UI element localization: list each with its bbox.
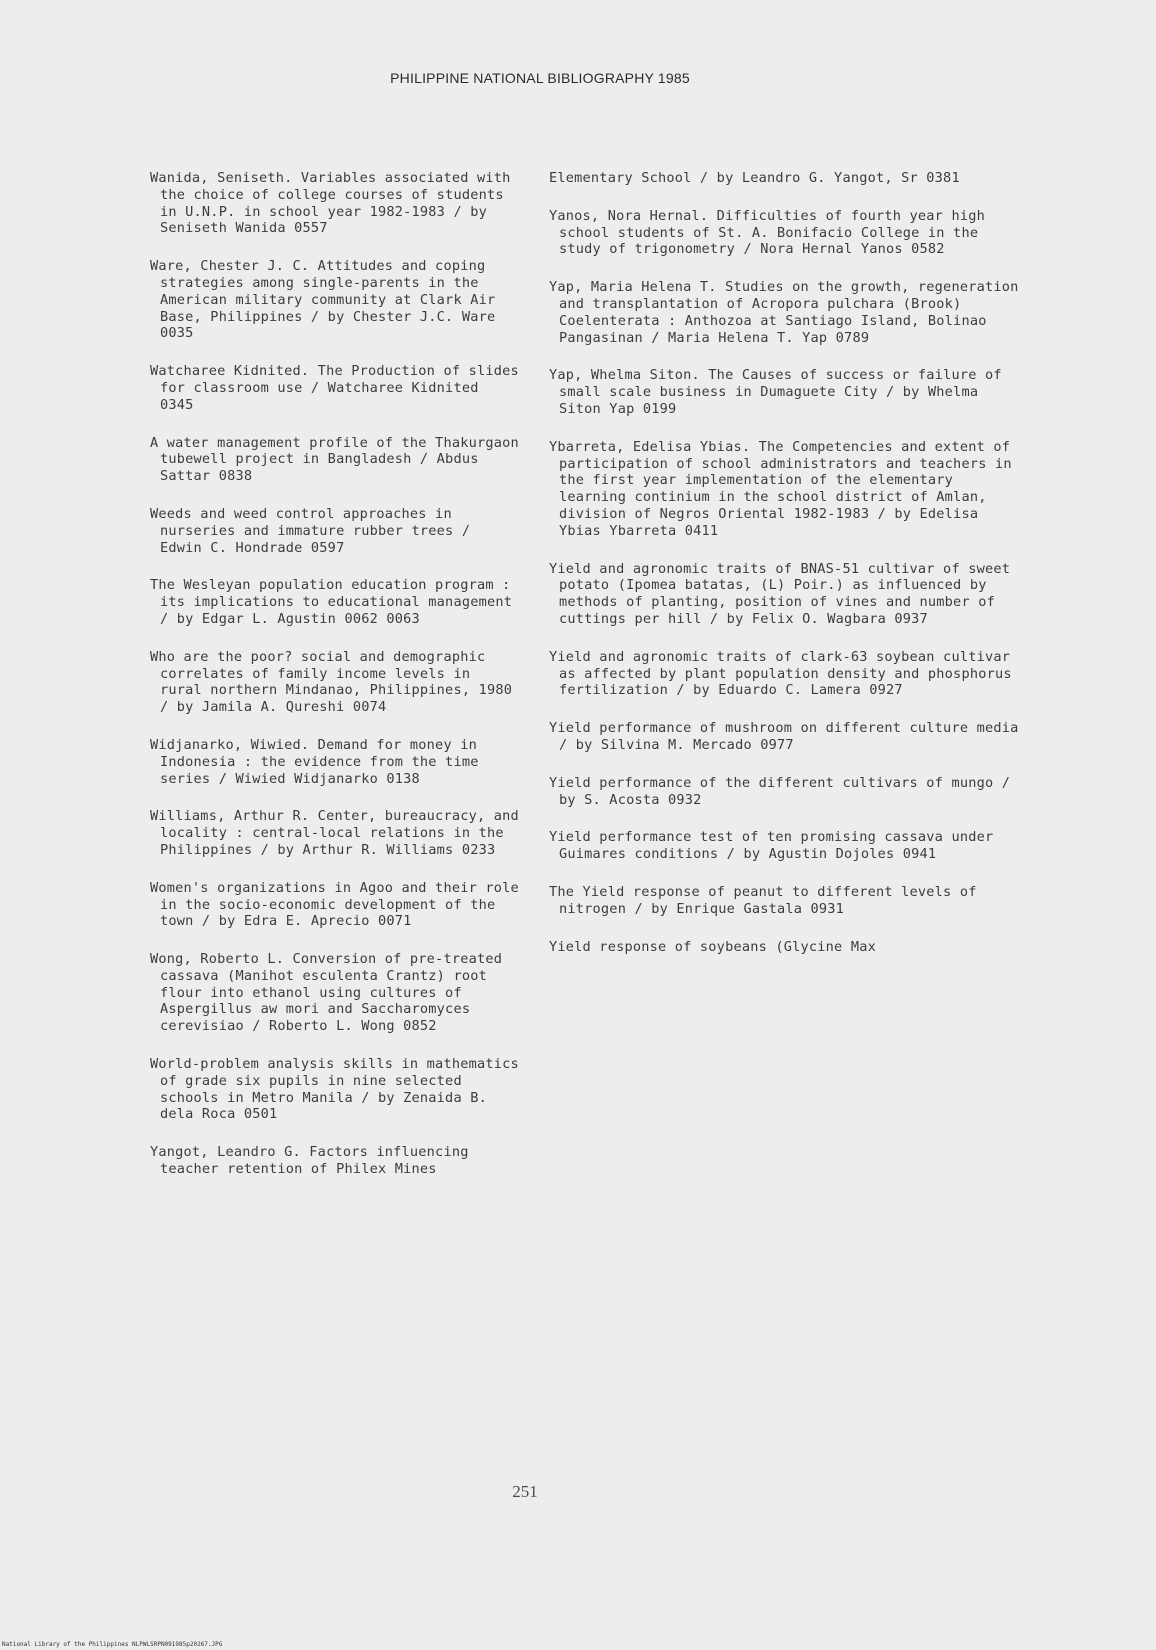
bibliography-entry: Yield performance of mushroom on different culture media / by Silvina M. Mercado 0977 xyxy=(549,720,1019,753)
bibliography-entry: Watcharee Kidnited. The Production of slides for classroom use / Watcharee Kidnited 0345 xyxy=(150,363,519,413)
bibliography-entry: Ybarreta, Edelisa Ybias. The Competencies and extent of participation of school administrators and teachers in the first year implementation of the elementary learning continium in the school district of Amlan, division of Negros Oriental 1982-1983 / by Edelisa Ybias Ybarreta 0411 xyxy=(549,438,1012,539)
bibliography-entry: Yield response of soybeans (Glycine Max xyxy=(549,938,876,955)
bibliography-entry: Williams, Arthur R. Center, bureaucracy, and locality : central-local relations in the Philippines / by Arthur R. Williams 0233 xyxy=(150,808,519,858)
footer-credit: National Library of the Philippines NLPWLSRPN091985p20267.JPG xyxy=(2,1641,223,1648)
bibliography-entry: World-problem analysis skills in mathematics of grade six pupils in nine selected schools in Metro Manila / by Zenaida B. dela Roca 0501 xyxy=(150,1056,519,1123)
bibliography-entry: Elementary School / by Leandro G. Yangot, Sr 0381 xyxy=(549,170,960,186)
right-column xyxy=(549,170,1019,976)
bibliography-entry: Widjanarko, Wiwied. Demand for money in Indonesia : the evidence from the time series / Wiwied Widjanarko 0138 xyxy=(150,736,479,787)
bibliography-entry: Yield and agronomic traits of clark-63 soybean cultivar as affected by plant population density and phosphorus fertilization / by Eduardo C. Lamera 0927 xyxy=(549,648,1012,699)
left-column xyxy=(150,170,520,1199)
bibliography-entry: Weeds and weed control approaches in nurseries and immature rubber trees / Edwin C. Hondrade 0597 xyxy=(150,505,471,556)
bibliography-entry: Yield and agronomic traits of BNAS-51 cultivar of sweet potato (Ipomea batatas, (L) Poir.) as influenced by methods of planting, position of vines and number of cuttings per hill / by Felix O. Wagbara 0937 xyxy=(549,560,1011,627)
page-number: 251 xyxy=(512,1482,538,1501)
bibliography-entry: Wong, Roberto L. Conversion of pre-treated cassava (Manihot esculenta Crantz) root flour into ethanol using cultures of Aspergillus aw mori and Saccharomyces cerevisiao / Roberto L. Wong 0852 xyxy=(150,951,503,1035)
bibliography-entry: Yap, Whelma Siton. The Causes of success or failure of small scale business in Dumaguete City / by Whelma Siton Yap 0199 xyxy=(549,367,1002,417)
bibliography-entry: Yield performance of the different cultivars of mungo / by S. Acosta 0932 xyxy=(549,774,1011,808)
bibliography-entry: The Wesleyan population education program : its implications to educational management / by Edgar L. Agustin 0062 0063 xyxy=(150,577,513,627)
page-header: PHILIPPINE NATIONAL BIBLIOGRAPHY 1985 xyxy=(390,70,690,86)
bibliography-entry: A water management profile of the Thakurgaon tubewell project in Bangladesh / Abdus Sattar 0838 xyxy=(150,434,519,485)
bibliography-entry: Wanida, Seniseth. Variables associated with the choice of college courses of students in U.N.P. in school year 1982-1983 / by Seniseth Wanida 0557 xyxy=(150,170,511,237)
bibliography-entry: Ware, Chester J. C. Attitudes and coping strategies among single-parents in the American military community at Clark Air Base, Philippines / by Chester J.C. Ware 0035 xyxy=(150,258,496,342)
bibliography-entry: The Yield response of peanut to different levels of nitrogen / by Enrique Gastala 0931 xyxy=(549,883,977,917)
bibliography-entry: Women's organizations in Agoo and their role in the socio-economic development of the town / by Edra E. Aprecio 0071 xyxy=(150,879,519,930)
bibliography-entry: Yanos, Nora Hernal. Difficulties of fourth year high school students of St. A. Bonifacio College in the study of trigonometry / Nora Hernal Yanos 0582 xyxy=(549,207,985,258)
bibliography-entry: Yield performance test of ten promising cassava under Guimares conditions / by Agustin Dojoles 0941 xyxy=(549,829,994,863)
bibliography-entry: Yangot, Leandro G. Factors influencing teacher retention of Philex Mines xyxy=(150,1144,469,1178)
bibliography-entry: Who are the poor? social and demographic correlates of family income levels in rural northern Mindanao, Philippines, 1980 / by Jamila A. Qureshi 0074 xyxy=(150,648,513,716)
bibliography-entry: Yap, Maria Helena T. Studies on the growth, regeneration and transplantation of Acropora pulchara (Brook) Coelenterata : Anthozoa at Santiago Island, Bolinao Pangasinan / Maria Helena T. Yap 0789 xyxy=(549,279,1019,346)
